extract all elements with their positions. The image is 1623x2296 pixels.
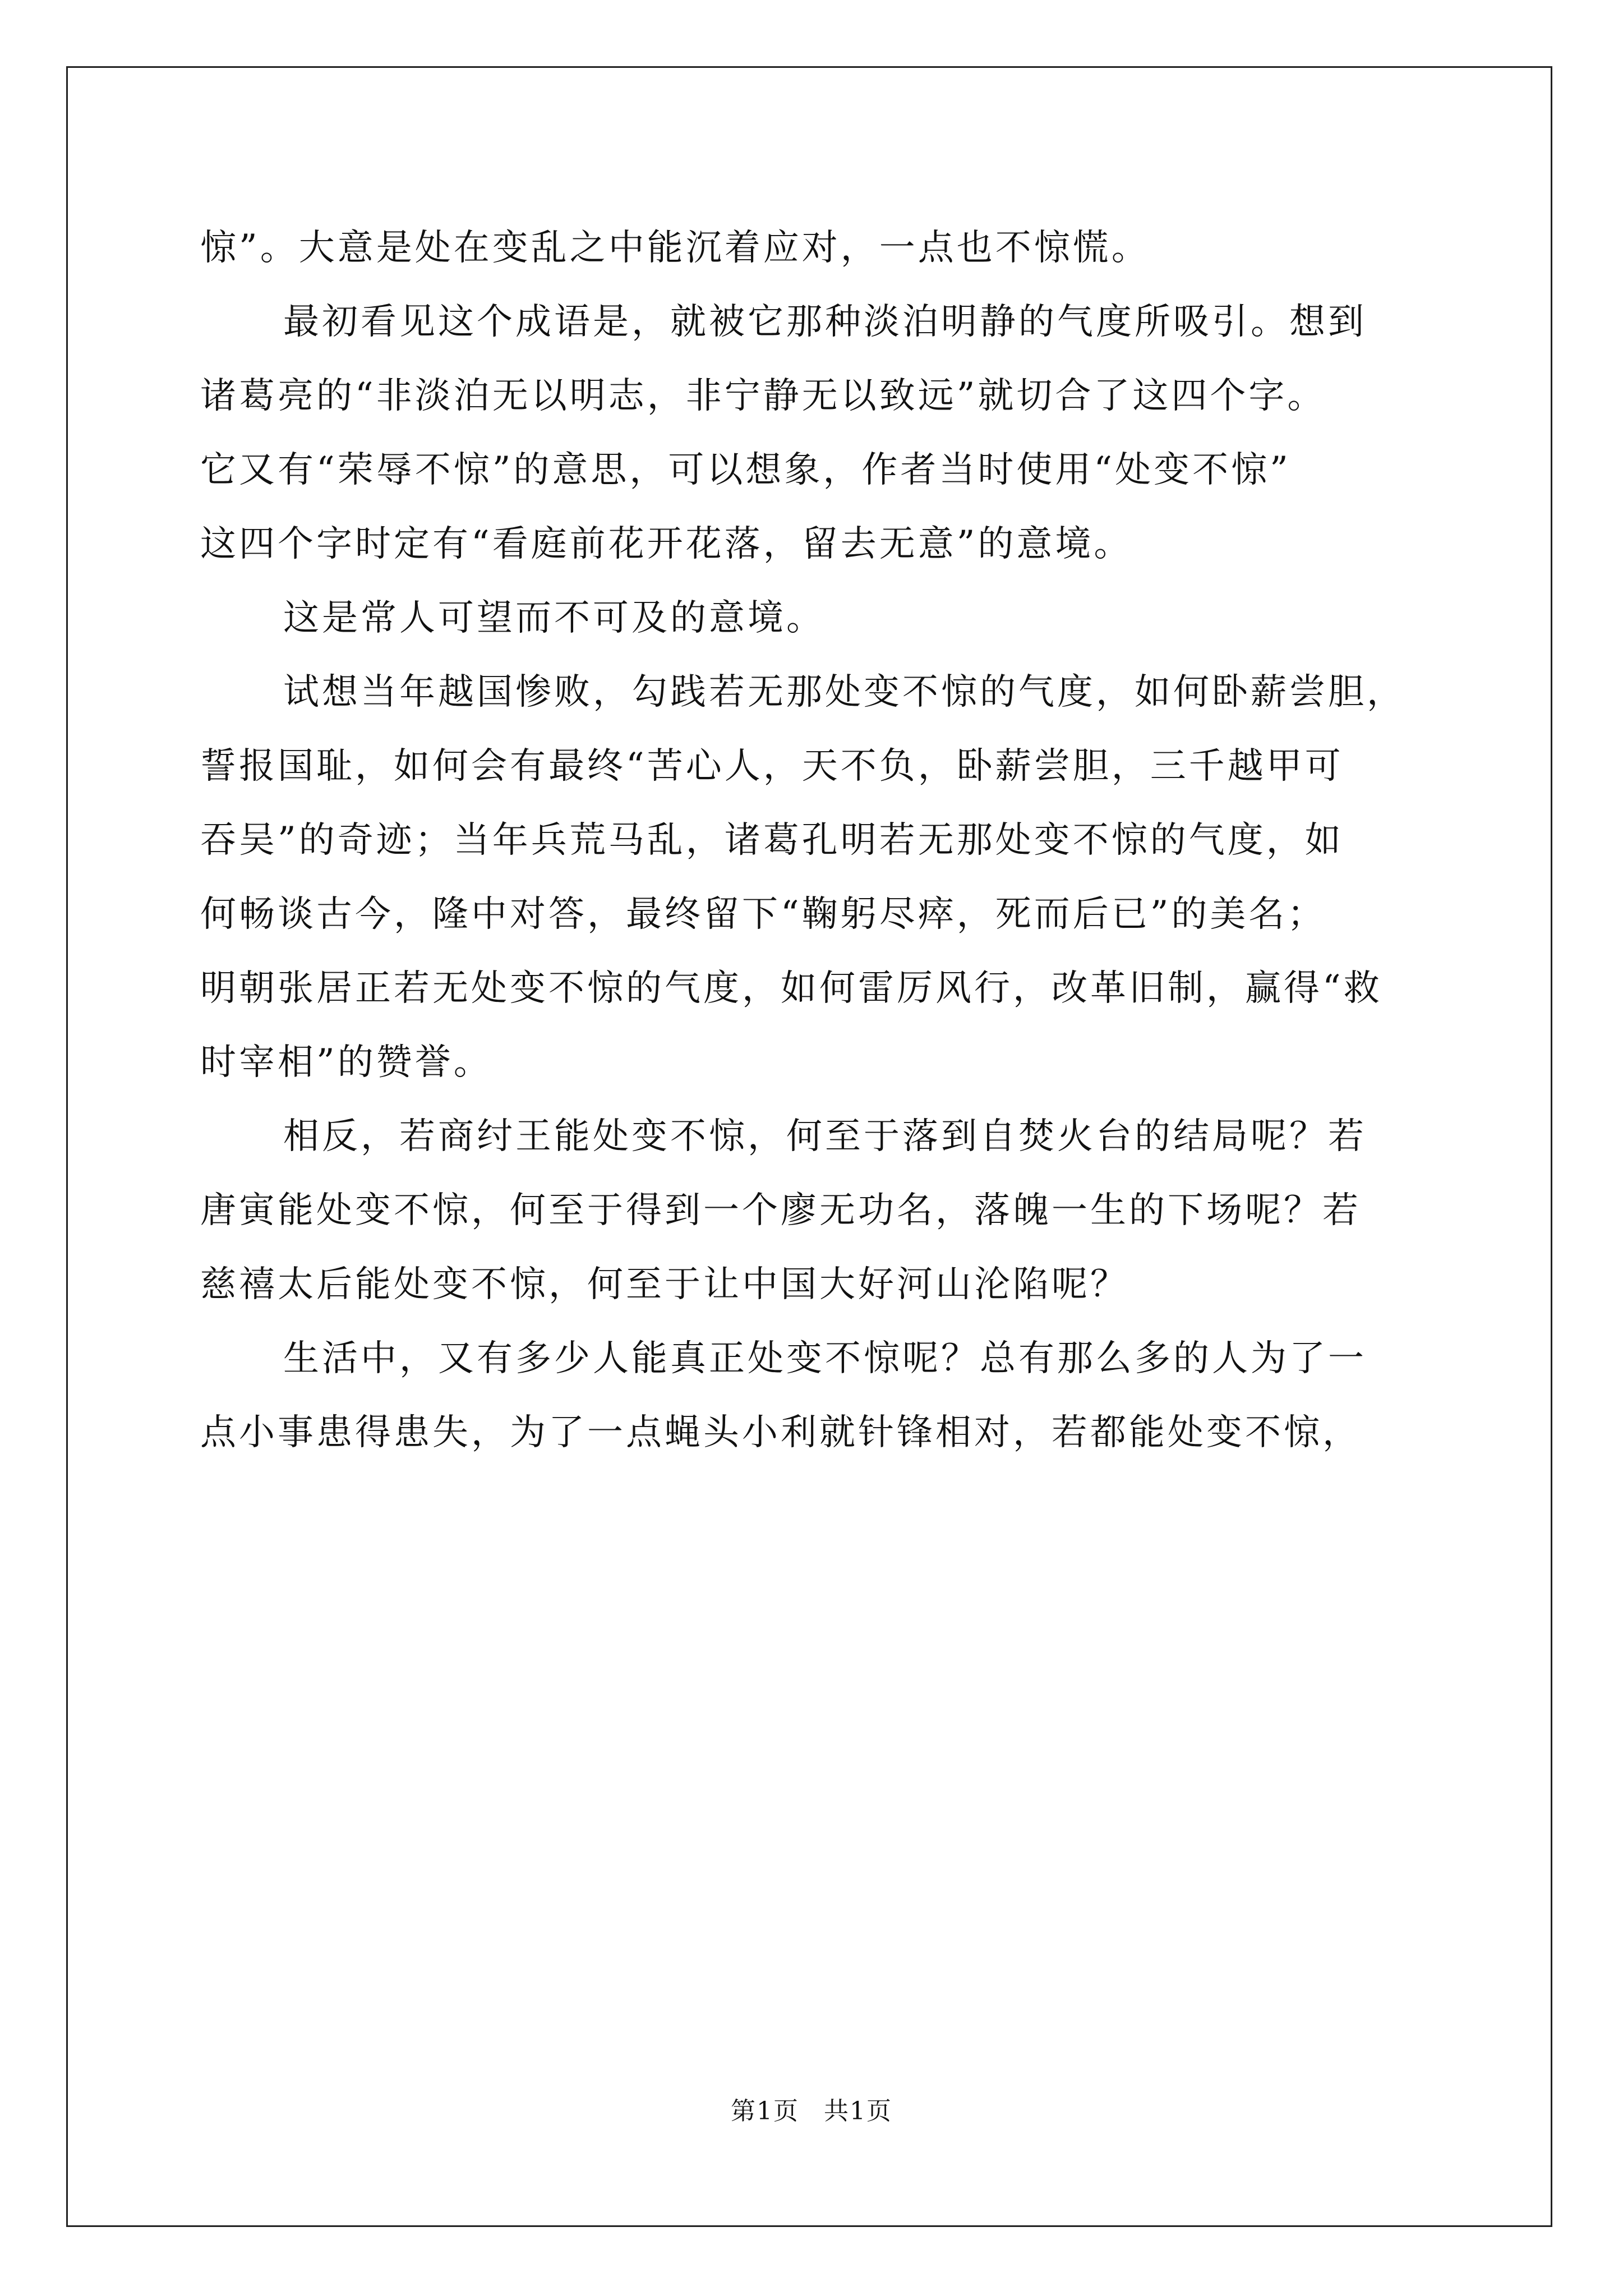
- document-body: [200, 211, 1442, 1470]
- text-line: [200, 729, 1442, 803]
- text-line: [200, 1396, 1442, 1470]
- text-line-content: 唐寅能处变不惊，何至于得到一个廖无功名，落魄一生的下场呢？若: [200, 1190, 1361, 1231]
- page-footer: [0, 2095, 1623, 2128]
- text-line-content: 时宰相”的赞誉。: [200, 1042, 492, 1083]
- text-line: [200, 1099, 1442, 1174]
- paragraph: [200, 1322, 1442, 1470]
- text-line: [200, 211, 1442, 285]
- text-line-content: 这是常人可望而不可及的意境。: [283, 597, 825, 639]
- paragraph: [200, 211, 1442, 285]
- text-line-content: 它又有“荣辱不惊”的意思，可以想象，作者当时使用“处变不惊”: [200, 449, 1291, 491]
- text-line: [200, 581, 1442, 655]
- text-line-content: 何畅谈古今，隆中对答，最终留下“鞠躬尽瘁，死而后已”的美名；: [200, 894, 1326, 935]
- page-number-total: 共1页: [824, 2097, 892, 2125]
- text-line-content: 明朝张居正若无处变不惊的气度，如何雷厉风行，改革旧制，赢得“救: [200, 968, 1382, 1009]
- paragraph: [200, 285, 1442, 581]
- text-line-content: 惊”。大意是处在变乱之中能沉着应对，一点也不惊慌。: [200, 227, 1150, 269]
- text-line: [200, 1025, 1442, 1099]
- text-line-content: 吞吴”的奇迹；当年兵荒马乱，诸葛孔明若无那处变不惊的气度，如: [200, 820, 1344, 861]
- text-line: [200, 359, 1442, 433]
- text-line: [200, 877, 1442, 951]
- text-line-content: 诸葛亮的“非淡泊无以明志，非宁静无以致远”就切合了这四个字。: [200, 375, 1326, 417]
- text-line: [200, 433, 1442, 507]
- text-line: [200, 1322, 1442, 1396]
- text-line-content: 试想当年越国惨败，勾践若无那处变不惊的气度，如何卧薪尝胆，: [283, 671, 1405, 713]
- paragraph: [200, 1099, 1442, 1322]
- paragraph: [200, 655, 1442, 1099]
- text-line-content: 誓报国耻，如何会有最终“苦心人，天不负，卧薪尝胆，三千越甲可: [200, 746, 1344, 787]
- text-line-content: 生活中，又有多少人能真正处变不惊呢？总有那么多的人为了一: [283, 1338, 1367, 1379]
- text-line-content: 相反，若商纣王能处变不惊，何至于落到自焚火台的结局呢？若: [283, 1116, 1367, 1157]
- text-line-content: 点小事患得患失，为了一点蝇头小利就针锋相对，若都能处变不惊，: [200, 1412, 1361, 1453]
- text-line: [200, 285, 1442, 359]
- text-line: [200, 655, 1442, 729]
- text-line: [200, 1174, 1442, 1248]
- text-line-content: 最初看见这个成语是，就被它那种淡泊明静的气度所吸引。想到: [283, 301, 1367, 343]
- text-line: [200, 1248, 1442, 1322]
- text-line-content: 这四个字时定有“看庭前花开花落，留去无意”的意境。: [200, 523, 1133, 565]
- text-line-content: 慈禧太后能处变不惊，何至于让中国大好河山沦陷呢？: [200, 1264, 1129, 1305]
- text-line: [200, 803, 1442, 877]
- page-number-current: 第1页: [731, 2097, 799, 2125]
- paragraph: [200, 581, 1442, 655]
- text-line: [200, 951, 1442, 1025]
- text-line: [200, 507, 1442, 581]
